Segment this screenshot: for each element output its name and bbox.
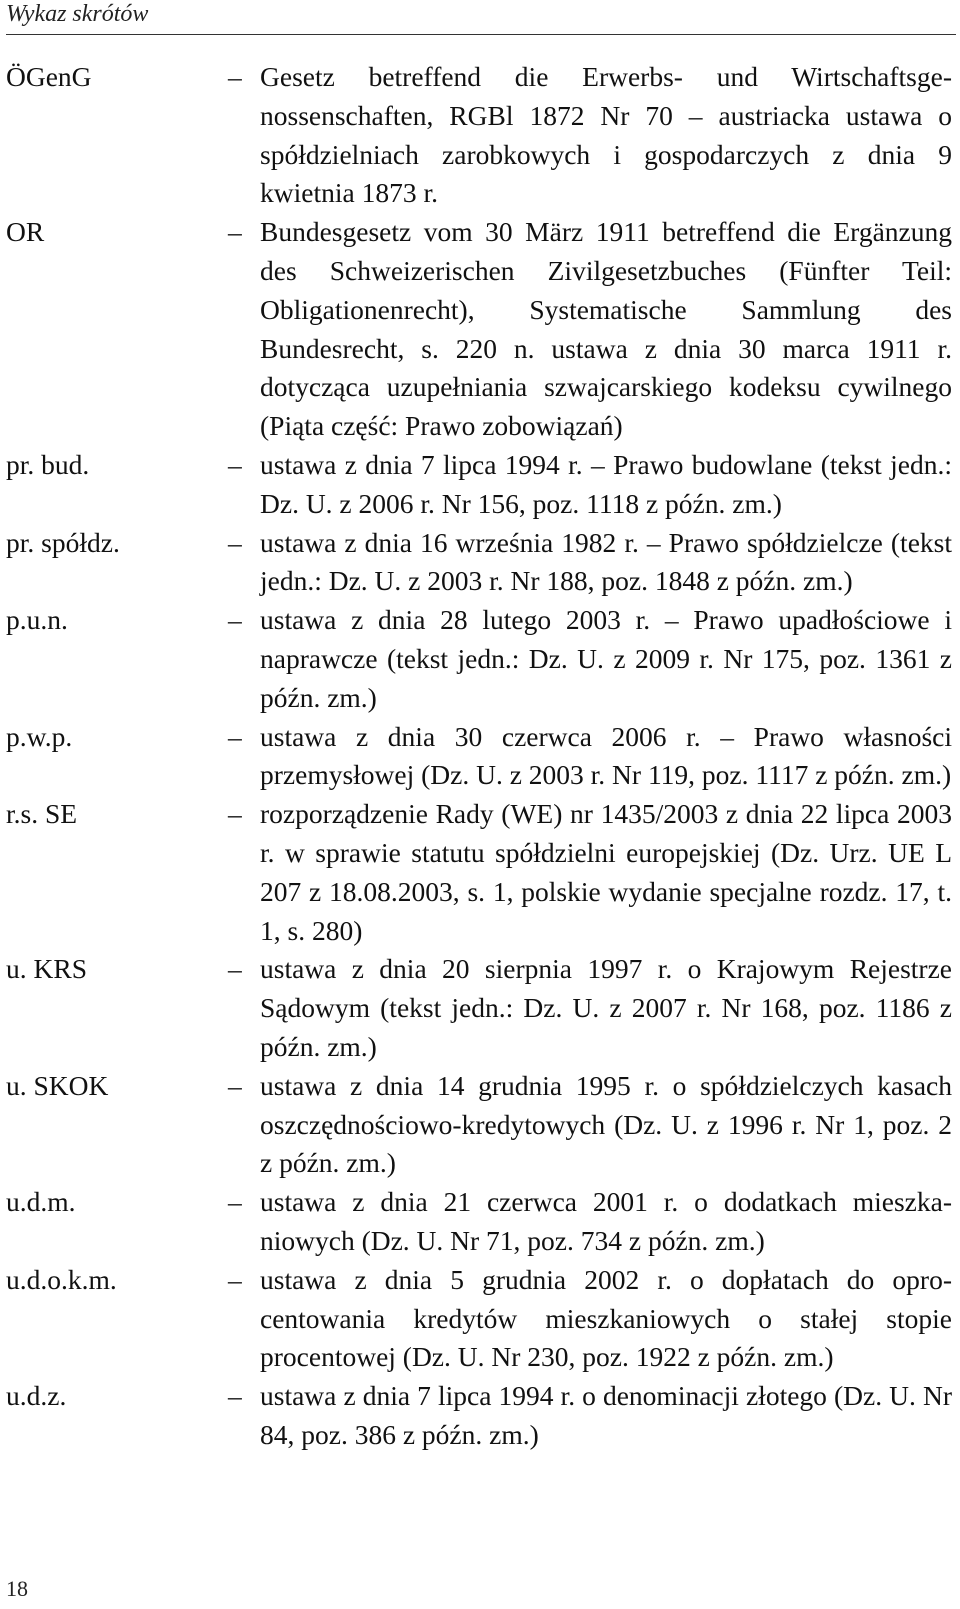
- abbreviation-entry: [6, 446, 952, 524]
- abbreviation-entry: [6, 524, 952, 602]
- abbreviation-term: p.u.n.: [6, 604, 68, 636]
- abbreviation-definition: ustawa z dnia 16 września 1982 r. – Prawo spółdzielcze (tekst jedn.: Dz. U. z 2003 r. Nr 188, poz. 1848 z późn. zm.): [260, 526, 952, 597]
- abbreviation-entry: [6, 795, 952, 950]
- abbreviation-definition: rozporządzenie Rady (WE) nr 1435/2003 z dnia 22 lipca 2003 r. w sprawie statutu spółdzielni europejskiej (Dz. Urz. UE L 207 z 18.08.2003, s. 1, polskie wydanie specjalne rozdz. 17, t. 1, s. 280): [260, 798, 952, 946]
- entry-dash: –: [228, 953, 242, 985]
- abbreviation-entry: [6, 1261, 952, 1377]
- abbreviation-term: pr. spółdz.: [6, 526, 120, 558]
- abbreviation-definition: ustawa z dnia 7 lipca 1994 r. – Prawo budowlane (tekst jedn.: Dz. U. z 2006 r. Nr 156, poz. 1118 z późn. zm.): [260, 448, 952, 519]
- abbreviation-term: p.w.p.: [6, 720, 73, 752]
- entry-dash: –: [228, 1263, 242, 1295]
- header-rule: [6, 34, 956, 35]
- entry-dash: –: [228, 798, 242, 830]
- abbreviation-term: pr. bud.: [6, 448, 90, 480]
- abbreviation-definition: ustawa z dnia 20 sierpnia 1997 r. o Krajowym Rejestrze Sądowym (tekst jedn.: Dz. U. z 2007 r. Nr 168, poz. 1186 z późn. zm.): [260, 953, 952, 1062]
- entry-dash: –: [228, 604, 242, 636]
- entry-dash: –: [228, 61, 242, 92]
- running-header: Wykaz skrótów: [6, 1, 149, 27]
- page-number: 18: [6, 1576, 28, 1601]
- entry-dash: –: [228, 216, 242, 248]
- abbreviation-entry: [6, 601, 952, 717]
- entry-dash: –: [228, 448, 242, 480]
- abbreviation-term: u.d.z.: [6, 1380, 67, 1412]
- abbreviation-entry: [6, 950, 952, 1066]
- abbreviation-entry: [6, 718, 952, 796]
- abbreviation-definition: ustawa z dnia 30 czerwca 2006 r. – Prawo własności przemysłowej (Dz. U. z 2003 r. Nr 119, poz. 1117 z późn. zm.): [260, 720, 952, 791]
- abbreviation-definition: ustawa z dnia 7 lipca 1994 r. o denominacji złotego (Dz. U. Nr 84, poz. 386 z późn. zm.): [260, 1380, 952, 1450]
- abbreviation-term: u. KRS: [6, 953, 87, 985]
- entry-dash: –: [228, 1186, 242, 1218]
- abbreviation-definition: ustawa z dnia 5 grudnia 2002 r. o dopłatach do oprocentowania kredytów mieszkaniowych o stałej stopie procentowej (Dz. U. Nr 230, poz. 1922 z późn. zm.): [260, 1263, 952, 1373]
- abbreviation-term: OR: [6, 216, 45, 248]
- entry-dash: –: [228, 1069, 242, 1101]
- abbreviation-list: [6, 58, 952, 1455]
- entry-dash: –: [228, 720, 242, 752]
- abbreviation-definition: Bundesgesetz vom 30 März 1911 betreffend die Ergänzung des Schweizerischen Zivilgesetzbuches (Fünfter Teil: Obligationenrecht), Systematische Sammlung des Bundesrecht, s. 220 n. ustawa z dnia 30 marca 1911 r. dotycząca uzupełniania szwajcarskiego kodeksu cywilnego (Piąta część: Prawo zobowiązań): [260, 216, 952, 442]
- abbreviation-entry: [6, 1067, 952, 1183]
- abbreviation-definition: ustawa z dnia 28 lutego 2003 r. – Prawo upadłościowe i naprawcze (tekst jedn.: Dz. U. z 2009 r. Nr 175, poz. 1361 z późn. zm.): [260, 604, 952, 713]
- abbreviation-definition: ustawa z dnia 21 czerwca 2001 r. o dodatkach mieszkaniowych (Dz. U. Nr 71, poz. 734 z późn. zm.): [260, 1186, 952, 1256]
- abbreviation-entry: [6, 213, 952, 446]
- entry-dash: –: [228, 1380, 242, 1412]
- abbreviation-entry: [6, 58, 952, 213]
- abbreviation-term: u.d.o.k.m.: [6, 1263, 117, 1295]
- entry-dash: –: [228, 526, 242, 558]
- abbreviation-entry: [6, 1377, 952, 1455]
- abbreviation-definition: ustawa z dnia 14 grudnia 1995 r. o spółdzielczych kasach oszczędnościowo-kredytowych (Dz. U. z 1996 r. Nr 1, poz. 2 z późn. zm.): [260, 1069, 952, 1179]
- abbreviation-term: r.s. SE: [6, 798, 78, 830]
- abbreviation-term: u.d.m.: [6, 1186, 76, 1218]
- abbreviation-term: u. SKOK: [6, 1069, 109, 1101]
- abbreviation-term: ÖGenG: [6, 61, 92, 92]
- abbreviation-entry: [6, 1183, 952, 1261]
- abbreviation-definition: Gesetz betreffend die Erwerbs- und Wirtschaftsgenossenschaften, RGBl 1872 Nr 70 – austriacka ustawa o spółdzielniach zarobkowych i gospodarczych z dnia 9 kwietnia 1873 r.: [260, 61, 952, 209]
